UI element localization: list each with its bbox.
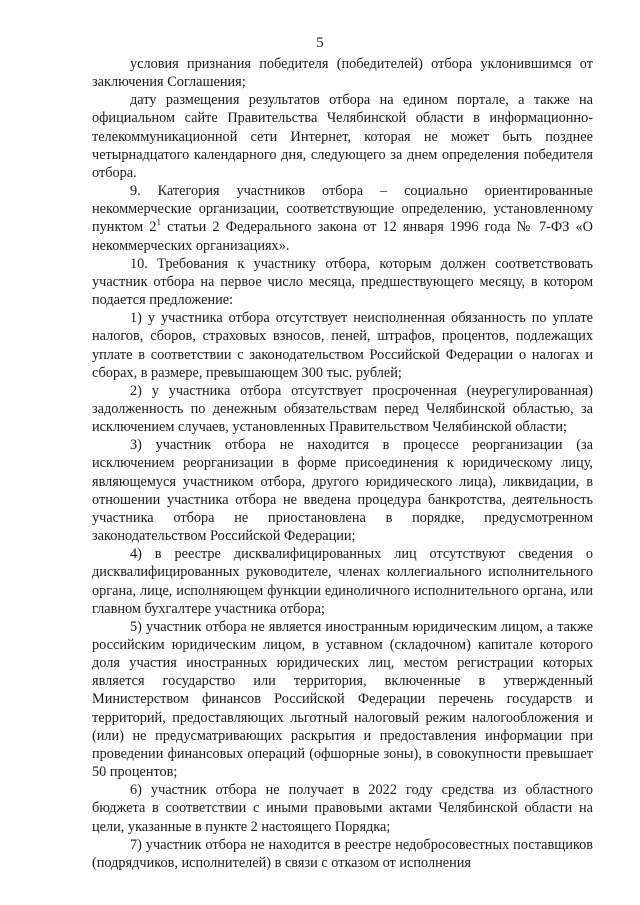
paragraph-results-publication-date: дату размещения результатов отбора на едином портале, а также на официальном сайте Правительства Челябинской области в информационно-телекоммуникационной сети Интернет, которая не может быть позднее четырнадцатого календарного дня, следующего за днем определения победителя отбора. (92, 92, 593, 181)
document-body (92, 55, 593, 872)
paragraph-agreement-evasion: условия признания победителя (победителей) отбора уклонившимся от заключения Соглашения; (92, 56, 593, 91)
requirement-item-6: 6) участник отбора не получает в 2022 году средства из областного бюджета в соответствии с иными правовыми актами Челябинской области на цели, указанные в пункте 2 настоящего Порядка; (92, 782, 593, 835)
requirement-item-4: 4) в реестре дисквалифицированных лиц отсутствуют сведения о дисквалифицированных руководителе, членах коллегиального исполнительного органа, лице, исполняющем функции единоличного исполнительного органа, или главном бухгалтере участника отбора; (92, 546, 593, 617)
requirement-item-7: 7) участник отбора не находится в реестре недобросовестных поставщиков (подрядчиков, исполнителей) в связи с отказом от исполнения (92, 836, 593, 871)
requirement-item-5: 5) участник отбора не является иностранным юридическим лицом, а также российским юридическим лицом, в уставном (складочном) капитале которого доля участия иностранных юридических лиц, местом регистрации которых является государство или территория, включенные в утвержденный Министерством финансов Российской Федерации перечень государств и территорий, предоставляющих льготный налоговый режим налогообложения и (или) не предусматривающих раскрытия и предоставления информации при проведении финансовых операций (офшорные зоны), в совокупности превышает 50 процентов; (92, 618, 593, 781)
page-number: 5 (316, 35, 324, 51)
superscript-footnote-mark: 1 (156, 217, 161, 228)
requirement-item-1: 1) у участника отбора отсутствует неисполненная обязанность по уплате налогов, сборов, страховых взносов, пеней, штрафов, процентов, подлежащих уплате в соответствии с законодательством Российской Федерации о налогах и сборах, в размере, превышающем 300 тыс. рублей; (92, 310, 593, 381)
requirement-item-2: 2) у участника отбора отсутствует просроченная (неурегулированная) задолженность по денежным обязательствам перед Челябинской областью, за исключением случаев, установленных Правительством Челябинской области; (92, 382, 593, 436)
paragraph-10-participant-requirements: 10. Требования к участнику отбора, которым должен соответствовать участник отбора на первое число месяца, предшествующего месяцу, в котором подается предложение: (92, 255, 593, 309)
paragraph-9-text-end: статьи 2 Федерального закона от 12 января 1996 года № 7-ФЗ «О некоммерческих организациях». (92, 219, 593, 254)
requirement-item-3: 3) участник отбора не находится в процессе реорганизации (за исключением реорганизации в форме присоединения к юридическому лицу, являющемуся участником отбора, другого юридического лица), ликвидации, в отношении участника отбора не введена процедура банкротства, деятельность участника отбора не приостановлена в порядке, предусмотренном законодательством Российской Федерации; (92, 437, 593, 545)
paragraph-9-text-start: 9. Категория участников отбора – социально ориентированные некоммерческие организации, соответствующие определению, установленному пунктом 2 (92, 183, 593, 236)
paragraph-9-participant-category (92, 182, 593, 255)
